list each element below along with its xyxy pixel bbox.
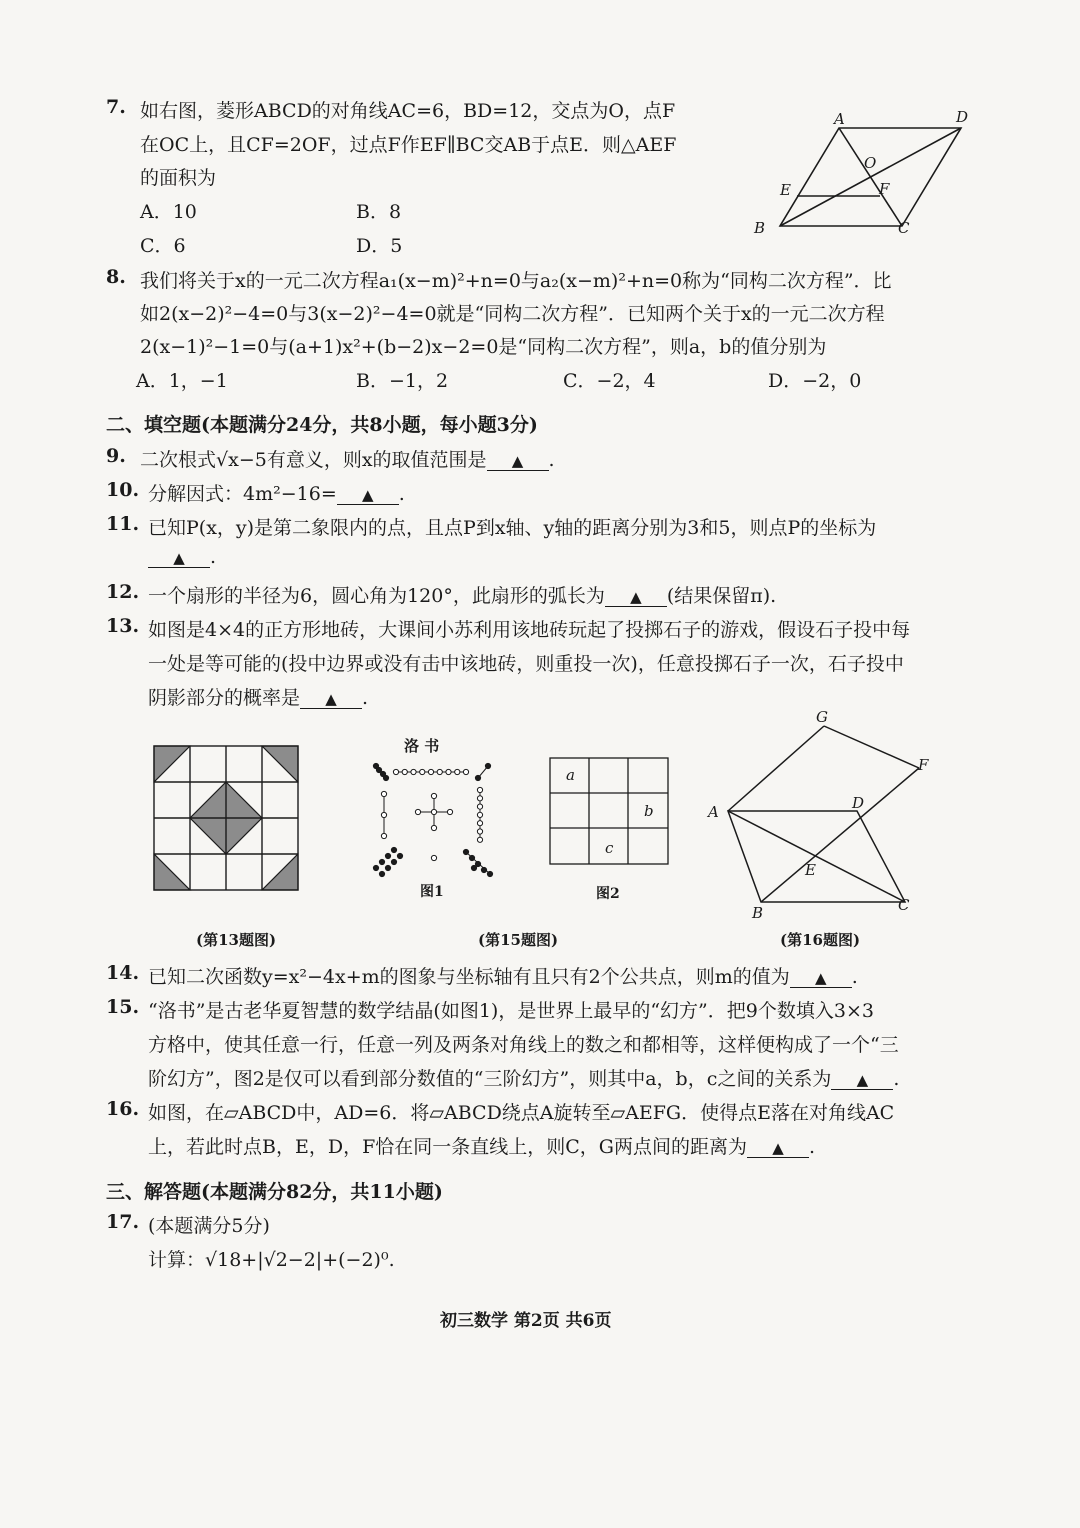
shaded-corner-triangle xyxy=(262,746,298,782)
q12-number: 12. xyxy=(106,581,140,603)
q7-number: 7. xyxy=(106,96,126,118)
q13-text-line1: 如图是4×4的正方形地砖，大课间小苏利用该地砖玩起了投掷石子的游戏，假设石子投中每 xyxy=(148,619,911,641)
label-f: F xyxy=(918,756,929,774)
luoshu-dot xyxy=(477,812,482,817)
luoshu-dot xyxy=(373,865,378,870)
q7-option-a: A．10 xyxy=(140,201,197,223)
q13-answer-blank: ▲ xyxy=(300,690,362,709)
q13-prompt: 阴影部分的概率是 xyxy=(148,687,301,709)
q16-parallelogram-figure xyxy=(700,708,940,920)
q13-tile-figure xyxy=(150,742,302,894)
magic-square-figure xyxy=(548,756,672,868)
luoshu-dot xyxy=(446,769,451,774)
luoshu-dot xyxy=(455,769,460,774)
fig15-caption: (第15题图) xyxy=(478,931,559,949)
q11-text-line2 xyxy=(148,546,216,568)
q7-text-line3: 的面积为 xyxy=(140,167,217,189)
q11-number: 11. xyxy=(106,513,140,535)
luoshu-dot xyxy=(463,849,468,854)
shaded-corner-triangle xyxy=(154,746,190,782)
q15-prompt: 阶幻方”，图2是仅可以看到部分数值的“三阶幻方”，则其中a，b，c之间的关系为 xyxy=(148,1068,832,1090)
q8-option-b: B．−1，2 xyxy=(356,370,449,392)
q16-text-line1: 如图，在▱ABCD中，AD=6．将▱ABCD绕点A旋转至▱AEFG．使得点E落在对角线AC xyxy=(148,1102,895,1124)
luoshu-dot xyxy=(381,833,386,838)
q15-text-line3 xyxy=(148,1064,899,1091)
cell-a: a xyxy=(566,766,575,784)
q12-text xyxy=(148,581,776,608)
q8-option-d: D．−2，0 xyxy=(768,370,862,392)
luoshu-dot xyxy=(379,871,384,876)
q13-text-line3 xyxy=(148,683,368,710)
label-b: B xyxy=(752,904,764,920)
q16-answer-blank: ▲ xyxy=(747,1139,809,1158)
q7-option-d: D．5 xyxy=(356,235,403,257)
q16-number: 16. xyxy=(106,1098,140,1120)
q12-prompt: 一个扇形的半径为6，圆心角为120°，此扇形的弧长为 xyxy=(148,585,605,607)
luoshu-dot xyxy=(385,865,390,870)
section3-heading: 三、解答题(本题满分82分，共11小题) xyxy=(106,1181,443,1203)
cell-b: b xyxy=(644,802,654,820)
q13-end: . xyxy=(362,687,369,709)
luoshu-dots xyxy=(373,763,492,876)
label-b: B xyxy=(754,219,766,237)
page-footer: 初三数学 第2页 共6页 xyxy=(440,1311,612,1331)
luoshu-dot xyxy=(381,791,386,796)
luoshu-dot xyxy=(428,769,433,774)
diagonal-bd xyxy=(780,128,961,226)
q15-end: . xyxy=(893,1068,900,1090)
label-d: D xyxy=(956,108,969,126)
luoshu-dot xyxy=(475,775,480,780)
label-o: O xyxy=(864,154,877,172)
q8-text-line2: 如2(x−2)²−4=0与3(x−2)²−4=0就是“同构二次方程”．已知两个关于x的一元二次方程 xyxy=(140,303,885,325)
q9-prompt: 二次根式√x−5有意义，则x的取值范围是 xyxy=(140,449,487,471)
luoshu-dot xyxy=(477,837,482,842)
q10-prompt: 分解因式：4m²−16= xyxy=(148,483,337,505)
luoshu-dot xyxy=(431,825,436,830)
q11-answer-blank: ▲ xyxy=(148,549,210,568)
line-bedf xyxy=(761,768,919,902)
luoshu-title: 洛 书 xyxy=(404,737,440,755)
shaded-corner-triangle xyxy=(262,854,298,890)
q15-answer-blank: ▲ xyxy=(831,1071,893,1090)
luoshu-dot xyxy=(381,812,386,817)
luoshu-dot xyxy=(391,847,396,852)
q8-number: 8. xyxy=(106,266,126,288)
luoshu-dot xyxy=(379,859,384,864)
luoshu-dot xyxy=(397,853,402,858)
q10-end: . xyxy=(398,483,405,505)
fig13-caption: (第13题图) xyxy=(196,931,277,949)
luoshu-dot xyxy=(420,769,425,774)
fig2-label: 图2 xyxy=(596,886,620,902)
luoshu-dot xyxy=(469,855,474,860)
q7-text-line1: 如右图，菱形ABCD的对角线AC=6，BD=12，交点为O，点F xyxy=(140,100,676,122)
q8-text-line3: 2(x−1)²−1=0与(a+1)x²+(b−2)x−2=0是“同构二次方程”，则a，b的值分别为 xyxy=(140,336,827,358)
label-e: E xyxy=(805,861,816,879)
label-e: E xyxy=(780,181,791,199)
fig16-caption: (第16题图) xyxy=(780,931,861,949)
luoshu-dot xyxy=(385,853,390,858)
label-g: G xyxy=(816,708,828,726)
q11-text-line1: 已知P(x，y)是第二象限内的点，且点P到x轴、y轴的距离分别为3和5，则点P的坐标为 xyxy=(148,517,877,539)
luoshu-dot xyxy=(487,871,492,876)
q12-end: (结果保留π). xyxy=(666,585,777,607)
luoshu-dot xyxy=(415,809,420,814)
label-d: D xyxy=(852,794,865,812)
q14-answer-blank: ▲ xyxy=(790,969,852,988)
luoshu-dot xyxy=(477,796,482,801)
q16-text-line2 xyxy=(148,1132,815,1159)
label-a: A xyxy=(834,110,845,128)
luoshu-dot xyxy=(463,769,468,774)
section2-heading: 二、填空题(本题满分24分，共8小题，每小题3分) xyxy=(106,414,538,436)
q10-answer-blank: ▲ xyxy=(337,486,399,505)
q17-expression: 计算：√18+|√2−2|+(−2)⁰. xyxy=(148,1249,395,1271)
luoshu-dot xyxy=(380,771,385,776)
q14-prompt: 已知二次函数y=x²−4x+m的图象与坐标轴有且只有2个公共点，则m的值为 xyxy=(148,966,790,988)
q7-option-b: B．8 xyxy=(356,201,402,223)
segment-gf xyxy=(824,726,919,768)
luoshu-dot xyxy=(477,804,482,809)
q17-score: (本题满分5分) xyxy=(148,1215,270,1237)
label-c: C xyxy=(898,896,910,914)
luoshu-dot xyxy=(402,769,407,774)
q17-number: 17. xyxy=(106,1211,140,1233)
q10-text xyxy=(148,479,405,506)
q13-text-line2: 一处是等可能的(投中边界或没有击中该地砖，则重投一次)，任意投掷石子一次，石子投中 xyxy=(148,653,904,675)
luoshu-dot xyxy=(437,769,442,774)
q14-number: 14. xyxy=(106,962,140,984)
q10-number: 10. xyxy=(106,479,140,501)
q9-number: 9. xyxy=(106,445,126,467)
q15-text-line2: 方格中，使其任意一行，任意一列及两条对角线上的数之和都相等，这样便构成了一个“三 xyxy=(148,1034,899,1056)
luoshu-dot xyxy=(431,793,436,798)
cell-c: c xyxy=(605,839,614,857)
q8-text-line1: 我们将关于x的一元二次方程a₁(x−m)²+n=0与a₂(x−m)²+n=0称为“同构二次方程”．比 xyxy=(140,270,892,292)
q7-option-c: C．6 xyxy=(140,235,186,257)
q16-prompt: 上，若此时点B，E，D，F恰在同一条直线上，则C，G两点间的距离为 xyxy=(148,1136,747,1158)
luoshu-dot xyxy=(471,865,476,870)
q9-end: . xyxy=(548,449,555,471)
label-a: A xyxy=(708,803,719,821)
q15-number: 15. xyxy=(106,996,140,1018)
diagonal-ac xyxy=(728,811,905,902)
luoshu-figure xyxy=(366,734,506,904)
q9-answer-blank: ▲ xyxy=(487,452,549,471)
q14-text xyxy=(148,962,858,989)
q13-number: 13. xyxy=(106,615,140,637)
q15-text-line1: “洛书”是古老华夏智慧的数学结晶(如图1)，是世界上最早的“幻方”．把9个数填入3×3 xyxy=(148,1000,874,1022)
label-c: C xyxy=(898,219,910,237)
q7-text-line2: 在OC上，且CF=2OF，过点F作EF∥BC交AB于点E．则△AEF xyxy=(140,134,677,156)
luoshu-dot xyxy=(431,809,436,814)
label-f: F xyxy=(879,180,890,198)
luoshu-dot xyxy=(477,821,482,826)
luoshu-dot xyxy=(411,769,416,774)
luoshu-dot xyxy=(485,763,490,768)
q16-end: . xyxy=(808,1136,816,1158)
q14-end: . xyxy=(851,966,858,988)
luoshu-dot xyxy=(391,859,396,864)
fig1-label: 图1 xyxy=(420,884,444,900)
q11-end: . xyxy=(210,546,217,568)
segment-ag xyxy=(728,726,824,811)
shaded-corner-triangle xyxy=(154,854,190,890)
luoshu-dot xyxy=(477,829,482,834)
luoshu-dot xyxy=(431,855,436,860)
luoshu-dot xyxy=(481,867,486,872)
q9-text xyxy=(140,445,555,472)
luoshu-dot xyxy=(393,769,398,774)
q7-rhombus-figure xyxy=(740,100,980,240)
luoshu-dot xyxy=(447,809,452,814)
luoshu-dot xyxy=(477,787,482,792)
q12-answer-blank: ▲ xyxy=(605,588,667,607)
q8-option-c: C．−2，4 xyxy=(563,370,656,392)
q8-option-a: A．1，−1 xyxy=(136,370,228,392)
